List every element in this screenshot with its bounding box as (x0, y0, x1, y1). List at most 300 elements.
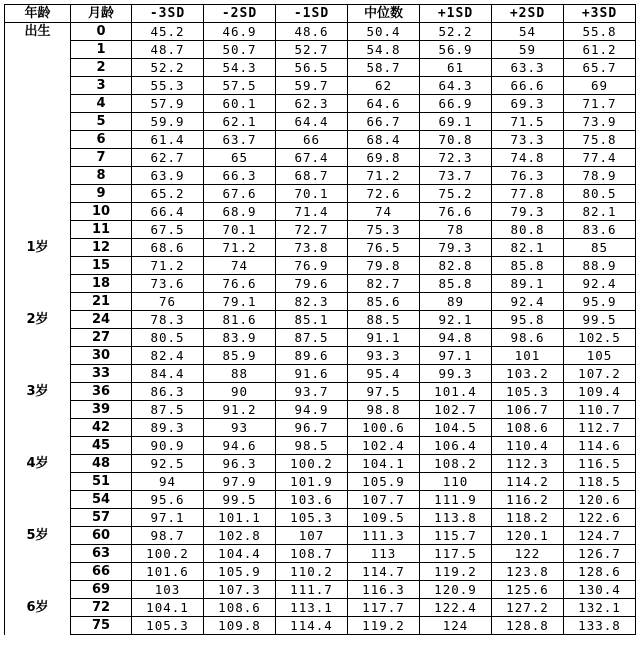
value-cell: 120.1 (492, 527, 564, 545)
value-cell: 76.6 (420, 203, 492, 221)
table-row (5, 437, 636, 455)
month-cell: 8 (71, 167, 132, 185)
month-cell: 9 (71, 185, 132, 203)
value-cell: 65 (204, 149, 276, 167)
value-cell: 71.2 (348, 167, 420, 185)
value-cell: 87.5 (276, 329, 348, 347)
age-cell (5, 545, 71, 563)
age-cell (5, 113, 71, 131)
value-cell: 54 (492, 23, 564, 41)
value-cell: 85.8 (492, 257, 564, 275)
age-cell: 4岁 (5, 455, 71, 473)
month-cell: 7 (71, 149, 132, 167)
age-cell (5, 509, 71, 527)
value-cell: 110 (420, 473, 492, 491)
value-cell: 66.4 (132, 203, 204, 221)
value-cell: 65.2 (132, 185, 204, 203)
value-cell: 91.1 (348, 329, 420, 347)
value-cell: 78 (420, 221, 492, 239)
value-cell: 95.6 (132, 491, 204, 509)
value-cell: 56.5 (276, 59, 348, 77)
value-cell: 58.7 (348, 59, 420, 77)
value-cell: 74.8 (492, 149, 564, 167)
value-cell: 85.8 (420, 275, 492, 293)
value-cell: 105.3 (276, 509, 348, 527)
header-minus-1sd: -1SD (276, 5, 348, 23)
table-row (5, 419, 636, 437)
month-cell: 1 (71, 41, 132, 59)
table-row (5, 95, 636, 113)
age-cell (5, 581, 71, 599)
value-cell: 100.6 (348, 419, 420, 437)
value-cell: 96.7 (276, 419, 348, 437)
age-cell (5, 617, 71, 635)
value-cell: 101.6 (132, 563, 204, 581)
value-cell: 73.3 (492, 131, 564, 149)
header-age: 年龄 (5, 5, 71, 23)
value-cell: 119.2 (348, 617, 420, 635)
table-row (5, 239, 636, 257)
month-cell: 54 (71, 491, 132, 509)
value-cell: 76.9 (276, 257, 348, 275)
month-cell: 69 (71, 581, 132, 599)
value-cell: 70.1 (276, 185, 348, 203)
value-cell: 50.7 (204, 41, 276, 59)
value-cell: 85.6 (348, 293, 420, 311)
value-cell: 117.7 (348, 599, 420, 617)
value-cell: 63.7 (204, 131, 276, 149)
value-cell: 114.2 (492, 473, 564, 491)
value-cell: 101 (492, 347, 564, 365)
value-cell: 106.7 (492, 401, 564, 419)
month-cell: 27 (71, 329, 132, 347)
value-cell: 123.8 (492, 563, 564, 581)
value-cell: 79.6 (276, 275, 348, 293)
value-cell: 75.3 (348, 221, 420, 239)
value-cell: 109.5 (348, 509, 420, 527)
value-cell: 54.8 (348, 41, 420, 59)
month-cell: 5 (71, 113, 132, 131)
table-row (5, 365, 636, 383)
value-cell: 80.5 (132, 329, 204, 347)
table-row (5, 77, 636, 95)
value-cell: 72.6 (348, 185, 420, 203)
value-cell: 82.1 (492, 239, 564, 257)
month-cell: 6 (71, 131, 132, 149)
value-cell: 82.3 (276, 293, 348, 311)
value-cell: 79.8 (348, 257, 420, 275)
value-cell: 88.9 (564, 257, 636, 275)
month-cell: 33 (71, 365, 132, 383)
value-cell: 99.3 (420, 365, 492, 383)
month-cell: 42 (71, 419, 132, 437)
month-cell: 66 (71, 563, 132, 581)
value-cell: 66 (276, 131, 348, 149)
value-cell: 74 (348, 203, 420, 221)
value-cell: 94 (132, 473, 204, 491)
value-cell: 83.9 (204, 329, 276, 347)
value-cell: 77.4 (564, 149, 636, 167)
value-cell: 126.7 (564, 545, 636, 563)
month-cell: 24 (71, 311, 132, 329)
table-row (5, 41, 636, 59)
value-cell: 125.6 (492, 581, 564, 599)
value-cell: 97.1 (132, 509, 204, 527)
value-cell: 62.3 (276, 95, 348, 113)
table-row (5, 311, 636, 329)
value-cell: 83.6 (564, 221, 636, 239)
value-cell: 75.8 (564, 131, 636, 149)
value-cell: 122.6 (564, 509, 636, 527)
value-cell: 94.6 (204, 437, 276, 455)
value-cell: 59.7 (276, 77, 348, 95)
age-cell: 6岁 (5, 599, 71, 617)
age-cell (5, 185, 71, 203)
value-cell: 100.2 (132, 545, 204, 563)
value-cell: 124.7 (564, 527, 636, 545)
value-cell: 91.2 (204, 401, 276, 419)
age-cell (5, 437, 71, 455)
value-cell: 60.1 (204, 95, 276, 113)
table-row (5, 293, 636, 311)
value-cell: 84.4 (132, 365, 204, 383)
age-cell (5, 77, 71, 95)
value-cell: 90.9 (132, 437, 204, 455)
value-cell: 50.4 (348, 23, 420, 41)
value-cell: 105 (564, 347, 636, 365)
value-cell: 75.2 (420, 185, 492, 203)
value-cell: 71.2 (204, 239, 276, 257)
header-plus-2sd: +2SD (492, 5, 564, 23)
header-plus-3sd: +3SD (564, 5, 636, 23)
value-cell: 98.7 (132, 527, 204, 545)
value-cell: 99.5 (204, 491, 276, 509)
value-cell: 61.4 (132, 131, 204, 149)
value-cell: 101.4 (420, 383, 492, 401)
value-cell: 114.6 (564, 437, 636, 455)
month-cell: 57 (71, 509, 132, 527)
value-cell: 98.8 (348, 401, 420, 419)
value-cell: 113 (348, 545, 420, 563)
value-cell: 105.9 (348, 473, 420, 491)
value-cell: 120.6 (564, 491, 636, 509)
value-cell: 68.7 (276, 167, 348, 185)
value-cell: 100.2 (276, 455, 348, 473)
age-cell (5, 401, 71, 419)
value-cell: 80.8 (492, 221, 564, 239)
value-cell: 93.7 (276, 383, 348, 401)
value-cell: 85.9 (204, 347, 276, 365)
table-row (5, 131, 636, 149)
value-cell: 76.5 (348, 239, 420, 257)
table-row (5, 455, 636, 473)
header-plus-1sd: +1SD (420, 5, 492, 23)
value-cell: 115.7 (420, 527, 492, 545)
age-cell (5, 95, 71, 113)
month-cell: 72 (71, 599, 132, 617)
value-cell: 109.4 (564, 383, 636, 401)
value-cell: 62 (348, 77, 420, 95)
age-cell (5, 257, 71, 275)
value-cell: 89.1 (492, 275, 564, 293)
table-row (5, 545, 636, 563)
value-cell: 101.9 (276, 473, 348, 491)
table-row (5, 329, 636, 347)
value-cell: 110.7 (564, 401, 636, 419)
age-cell (5, 419, 71, 437)
value-cell: 92.4 (564, 275, 636, 293)
value-cell: 62.1 (204, 113, 276, 131)
value-cell: 93.3 (348, 347, 420, 365)
value-cell: 63.9 (132, 167, 204, 185)
month-cell: 48 (71, 455, 132, 473)
month-cell: 75 (71, 617, 132, 635)
value-cell: 85 (564, 239, 636, 257)
value-cell: 79.3 (492, 203, 564, 221)
value-cell: 108.7 (276, 545, 348, 563)
value-cell: 92.1 (420, 311, 492, 329)
value-cell: 52.7 (276, 41, 348, 59)
value-cell: 88 (204, 365, 276, 383)
month-cell: 30 (71, 347, 132, 365)
age-cell (5, 329, 71, 347)
value-cell: 117.5 (420, 545, 492, 563)
age-cell (5, 59, 71, 77)
value-cell: 89.3 (132, 419, 204, 437)
value-cell: 132.1 (564, 599, 636, 617)
value-cell: 94.8 (420, 329, 492, 347)
month-cell: 12 (71, 239, 132, 257)
month-cell: 21 (71, 293, 132, 311)
age-cell (5, 563, 71, 581)
month-cell: 4 (71, 95, 132, 113)
value-cell: 107.3 (204, 581, 276, 599)
header-month: 月龄 (71, 5, 132, 23)
value-cell: 118.5 (564, 473, 636, 491)
value-cell: 61.2 (564, 41, 636, 59)
value-cell: 99.5 (564, 311, 636, 329)
value-cell: 102.5 (564, 329, 636, 347)
height-for-age-table (4, 4, 636, 635)
value-cell: 104.5 (420, 419, 492, 437)
value-cell: 97.1 (420, 347, 492, 365)
header-median: 中位数 (348, 5, 420, 23)
value-cell: 105.9 (204, 563, 276, 581)
value-cell: 55.3 (132, 77, 204, 95)
value-cell: 124 (420, 617, 492, 635)
value-cell: 62.7 (132, 149, 204, 167)
month-cell: 3 (71, 77, 132, 95)
header-minus-3sd: -3SD (132, 5, 204, 23)
value-cell: 66.6 (492, 77, 564, 95)
value-cell: 80.5 (564, 185, 636, 203)
age-cell: 1岁 (5, 239, 71, 257)
table-row (5, 563, 636, 581)
table-row (5, 473, 636, 491)
table-row (5, 401, 636, 419)
value-cell: 46.9 (204, 23, 276, 41)
value-cell: 128.8 (492, 617, 564, 635)
value-cell: 82.4 (132, 347, 204, 365)
value-cell: 127.2 (492, 599, 564, 617)
table-row (5, 527, 636, 545)
table-row (5, 383, 636, 401)
value-cell: 89 (420, 293, 492, 311)
value-cell: 78.3 (132, 311, 204, 329)
age-cell (5, 41, 71, 59)
age-cell: 3岁 (5, 383, 71, 401)
value-cell: 66.7 (348, 113, 420, 131)
table-body (5, 23, 636, 635)
value-cell: 111.9 (420, 491, 492, 509)
value-cell: 101.1 (204, 509, 276, 527)
value-cell: 81.6 (204, 311, 276, 329)
table-row (5, 113, 636, 131)
value-cell: 95.8 (492, 311, 564, 329)
age-cell (5, 491, 71, 509)
value-cell: 107 (276, 527, 348, 545)
value-cell: 120.9 (420, 581, 492, 599)
value-cell: 88.5 (348, 311, 420, 329)
value-cell: 68.6 (132, 239, 204, 257)
value-cell: 77.8 (492, 185, 564, 203)
value-cell: 111.7 (276, 581, 348, 599)
value-cell: 119.2 (420, 563, 492, 581)
value-cell: 86.3 (132, 383, 204, 401)
month-cell: 39 (71, 401, 132, 419)
value-cell: 48.6 (276, 23, 348, 41)
value-cell: 66.9 (420, 95, 492, 113)
value-cell: 59 (492, 41, 564, 59)
value-cell: 63.3 (492, 59, 564, 77)
value-cell: 108.6 (492, 419, 564, 437)
table-row (5, 221, 636, 239)
value-cell: 69.8 (348, 149, 420, 167)
value-cell: 73.7 (420, 167, 492, 185)
month-cell: 45 (71, 437, 132, 455)
value-cell: 116.5 (564, 455, 636, 473)
value-cell: 114.4 (276, 617, 348, 635)
value-cell: 107.2 (564, 365, 636, 383)
value-cell: 76.3 (492, 167, 564, 185)
age-cell (5, 347, 71, 365)
value-cell: 102.8 (204, 527, 276, 545)
value-cell: 122.4 (420, 599, 492, 617)
value-cell: 106.4 (420, 437, 492, 455)
value-cell: 73.6 (132, 275, 204, 293)
value-cell: 68.9 (204, 203, 276, 221)
value-cell: 104.1 (132, 599, 204, 617)
value-cell: 52.2 (420, 23, 492, 41)
value-cell: 82.1 (564, 203, 636, 221)
value-cell: 54.3 (204, 59, 276, 77)
header-row (5, 5, 636, 23)
table-row (5, 59, 636, 77)
value-cell: 69 (564, 77, 636, 95)
age-cell: 2岁 (5, 311, 71, 329)
value-cell: 72.3 (420, 149, 492, 167)
table-row (5, 23, 636, 41)
value-cell: 98.6 (492, 329, 564, 347)
table-row (5, 509, 636, 527)
value-cell: 116.3 (348, 581, 420, 599)
age-cell (5, 473, 71, 491)
value-cell: 116.2 (492, 491, 564, 509)
value-cell: 64.4 (276, 113, 348, 131)
value-cell: 71.4 (276, 203, 348, 221)
table-row (5, 257, 636, 275)
value-cell: 76 (132, 293, 204, 311)
month-cell: 11 (71, 221, 132, 239)
value-cell: 122 (492, 545, 564, 563)
value-cell: 48.7 (132, 41, 204, 59)
value-cell: 89.6 (276, 347, 348, 365)
value-cell: 111.3 (348, 527, 420, 545)
value-cell: 95.4 (348, 365, 420, 383)
table-row (5, 617, 636, 635)
value-cell: 45.2 (132, 23, 204, 41)
value-cell: 82.7 (348, 275, 420, 293)
age-cell (5, 275, 71, 293)
value-cell: 112.7 (564, 419, 636, 437)
value-cell: 108.6 (204, 599, 276, 617)
value-cell: 96.3 (204, 455, 276, 473)
value-cell: 128.6 (564, 563, 636, 581)
value-cell: 71.5 (492, 113, 564, 131)
age-cell (5, 221, 71, 239)
value-cell: 69.1 (420, 113, 492, 131)
age-cell (5, 167, 71, 185)
value-cell: 69.3 (492, 95, 564, 113)
value-cell: 114.7 (348, 563, 420, 581)
value-cell: 103.2 (492, 365, 564, 383)
value-cell: 87.5 (132, 401, 204, 419)
value-cell: 72.7 (276, 221, 348, 239)
value-cell: 112.3 (492, 455, 564, 473)
value-cell: 105.3 (132, 617, 204, 635)
value-cell: 59.9 (132, 113, 204, 131)
value-cell: 73.8 (276, 239, 348, 257)
value-cell: 70.8 (420, 131, 492, 149)
value-cell: 113.8 (420, 509, 492, 527)
age-cell (5, 293, 71, 311)
value-cell: 107.7 (348, 491, 420, 509)
value-cell: 103 (132, 581, 204, 599)
table-row (5, 581, 636, 599)
value-cell: 70.1 (204, 221, 276, 239)
month-cell: 60 (71, 527, 132, 545)
value-cell: 102.4 (348, 437, 420, 455)
value-cell: 66.3 (204, 167, 276, 185)
table-row (5, 491, 636, 509)
value-cell: 130.4 (564, 581, 636, 599)
value-cell: 79.1 (204, 293, 276, 311)
value-cell: 109.8 (204, 617, 276, 635)
value-cell: 97.9 (204, 473, 276, 491)
value-cell: 103.6 (276, 491, 348, 509)
value-cell: 67.4 (276, 149, 348, 167)
value-cell: 76.6 (204, 275, 276, 293)
age-cell: 出生 (5, 23, 71, 41)
table-row (5, 203, 636, 221)
value-cell: 74 (204, 257, 276, 275)
value-cell: 85.1 (276, 311, 348, 329)
value-cell: 104.1 (348, 455, 420, 473)
header-minus-2sd: -2SD (204, 5, 276, 23)
value-cell: 118.2 (492, 509, 564, 527)
month-cell: 36 (71, 383, 132, 401)
value-cell: 71.2 (132, 257, 204, 275)
